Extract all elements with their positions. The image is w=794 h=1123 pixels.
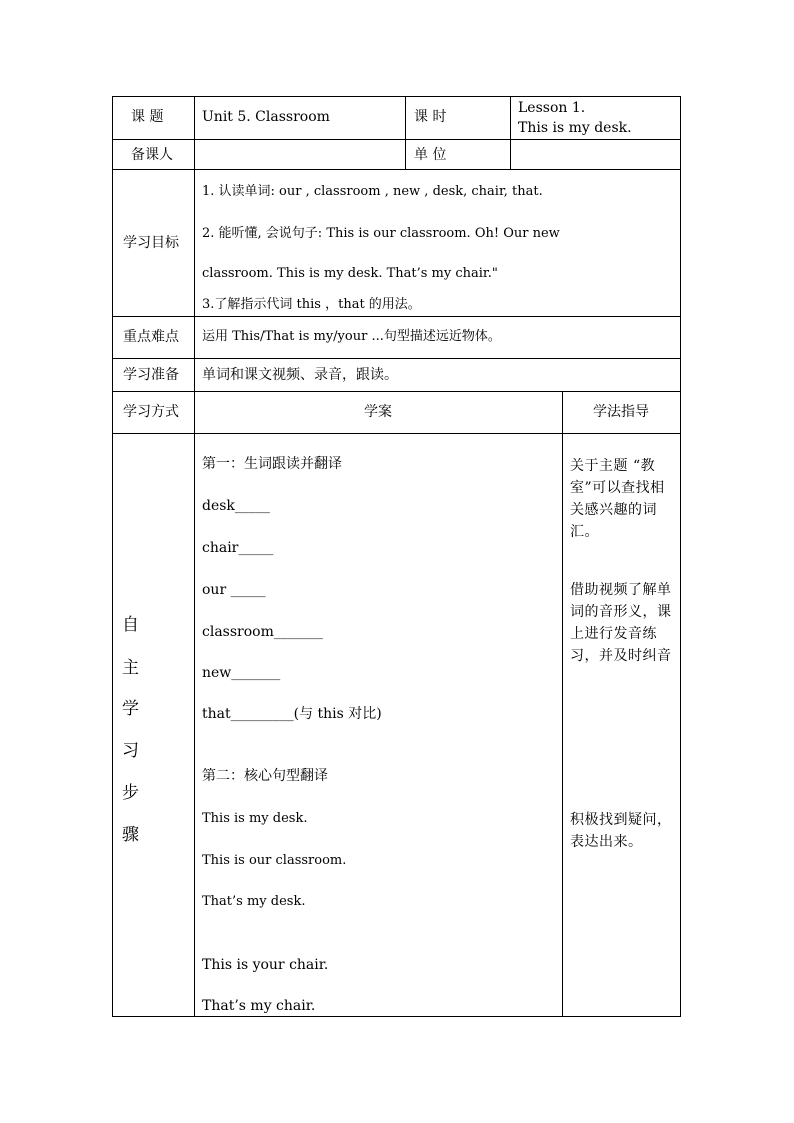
table-border-right [680,96,681,1017]
sentence-item-bold: This is your chair. [202,957,329,973]
side-label-char: 主 [122,658,139,678]
side-label-char: 步 [122,783,139,803]
sentence-item-bold: That’s my chair. [202,998,316,1014]
table-border-left [112,96,113,1017]
preparation-text: 单词和课文视频、录音，跟读。 [202,367,398,383]
preparation-label: 学习准备 [123,367,179,383]
goals-line-4: 3.了解指示代词 this ，that 的用法。 [202,297,421,312]
side-label-char: 骤 [122,825,139,845]
sentence-item: This is my desk. [202,811,308,826]
vocab-item: our _____ [202,582,266,598]
side-label-char: 自 [122,615,139,635]
key-points-label: 重点难点 [123,329,179,345]
vocab-item: new_______ [202,665,281,681]
sentence-item: This is our classroom. [202,853,347,868]
table-rule [562,391,563,1017]
vocab-item: desk_____ [202,498,270,514]
side-label-char: 习 [122,741,139,761]
plan-column-header: 学案 [364,404,392,420]
table-rule [405,96,406,170]
table-rule [112,139,681,140]
side-label-char: 学 [122,699,139,719]
plan-section-1-title: 第一：生词跟读并翻译 [202,456,342,472]
vocab-item: classroom_______ [202,624,323,640]
table-border-top [112,96,681,97]
table-border-bottom [112,1016,681,1017]
table-rule [194,96,195,1017]
period-label: 课 时 [414,109,447,125]
vocab-item: chair_____ [202,540,274,556]
topic-value: Unit 5. Classroom [202,109,330,125]
lesson-title-line2: This is my desk. [518,120,632,136]
preparer-label: 备课人 [131,147,173,163]
guide-column-header: 学法指导 [593,404,649,420]
method-column-header: 学习方式 [123,404,179,420]
goals-line-1: 1. 认读单词: our , classroom , new , desk, chair, that. [202,184,543,199]
plan-section-2-title: 第二：核心句型翻译 [202,768,328,784]
table-rule [112,391,681,392]
guide-note-1: 关于主题 “教室”可以查找相关感兴趣的词汇。 [570,458,665,540]
table-rule [112,358,681,359]
sentence-item: That’s my desk. [202,894,306,909]
goals-line-3: classroom. This is my desk. That’s my chair." [202,266,498,281]
key-points-text: 运用 This/That is my/your ...句型描述远近物体。 [202,329,501,344]
lesson-title-line1: Lesson 1. [518,100,586,116]
guide-note-2: 借助视频了解单词的音形义，课上进行发音练习，并及时纠音 [570,582,672,664]
table-rule [112,433,681,434]
table-rule [112,316,681,317]
goals-label: 学习目标 [123,235,179,251]
unit-label: 单 位 [414,147,447,163]
topic-label: 课 题 [131,109,164,125]
guide-note-3: 积极找到疑问，表达出来。 [570,812,672,850]
table-rule [510,96,511,170]
goals-line-2: 2. 能听懂, 会说句子: This is our classroom. Oh! Our new [202,226,560,241]
table-rule [112,169,681,170]
vocab-item: that_________(与 this 对比) [202,706,382,722]
